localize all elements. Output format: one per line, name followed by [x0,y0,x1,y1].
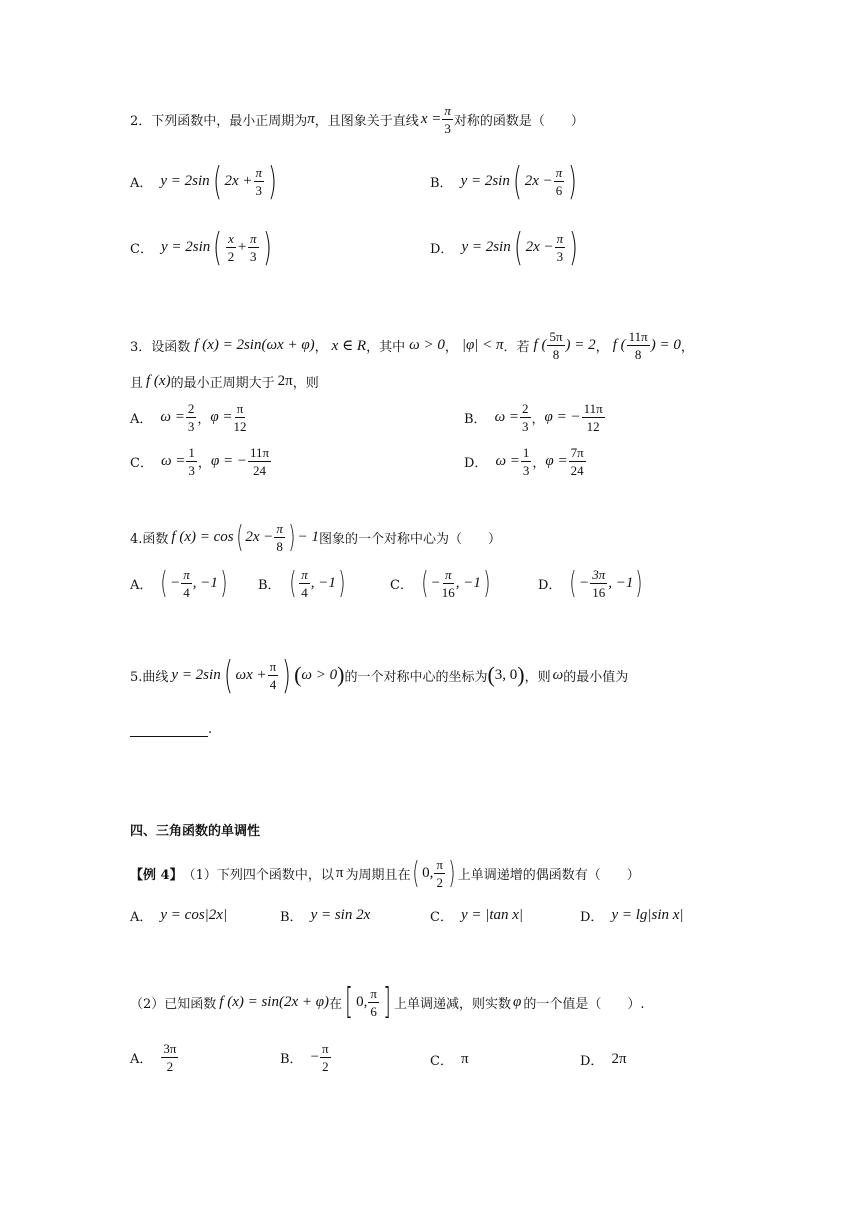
ex4-p2-option-a[interactable]: A． $\frac{3\pi}{2}$ [130,1041,177,1074]
q2-stem-c: 对称的函数是（ ） [453,114,584,129]
q2-x-eq: x = [420,111,442,127]
q4-option-d[interactable]: D． ( − $\frac{3\pi}{16}$ , −1 ) [538,565,643,601]
ex4-p1-option-a[interactable]: A． y = cos|2x| [130,907,228,925]
ex4-p1-option-c[interactable]: C． y = |tan x| [430,907,524,925]
q5-stem: 5.曲线 y = 2sin ( ωx + $\frac{\pi}{4}$ ) ( ω > 0 ) 的一个对称中心的坐标为 ( 3, 0 ) ，则 ω 的最小值为 [130,653,629,697]
q3-function: f (x) = 2sin(ωx + φ) [194,337,315,353]
q5-answer-blank[interactable]: . [130,722,212,737]
q4-option-a[interactable]: A． ( − $\frac{\pi}{4}$ , −1 ) [130,565,228,601]
q3-stem-line1: 3．设函数 f (x) = 2sin(ωx + φ) ， x ∈ R ，其中 ω > 0 ， |φ| < π ．若 f ( $\frac{5\pi}{8}$ ) = 2 ， f ( $\frac{11\pi}{8}$ ) = 0 ， [130,329,694,362]
q3-option-b[interactable]: B． ω = $\frac{2}{3}$ ， φ = − $\frac{11\pi}{12}$ [464,401,603,434]
q3-option-d[interactable]: D． ω = $\frac{1}{3}$ ， φ = $\frac{7\pi}{24}$ [464,445,584,478]
q2-option-d[interactable]: D． y = 2sin ( 2x − $\frac{\pi}{3}$ ) [430,225,578,269]
q2-stem [130,104,584,135]
q2-stem-b: ，且图象关于直线 [314,114,419,129]
ex4-p2-option-b[interactable]: B． − $\frac{\pi}{2}$ [280,1041,329,1074]
ex4-p2-option-c[interactable]: C． π [430,1051,469,1069]
q2-option-b[interactable]: B． y = 2sin ( 2x − $\frac{\pi}{6}$ ) [430,159,578,203]
q3-option-a[interactable]: A． ω = $\frac{2}{3}$ ， φ = $\frac{\pi}{12}$ [130,401,247,434]
q4-option-b[interactable]: B． ( $\frac{\pi}{4}$ , −1 ) [258,565,346,601]
ex4-p1-option-d[interactable]: D． y = lg|sin x| [580,907,684,925]
q2-frac: $\frac{\pi}{3}$ [444,103,451,136]
q2-pi: π [307,111,315,127]
q3-stem-line2: 且 f (x) 的最小正周期大于 2π ，则 [130,373,319,391]
ex4-p2-stem: （2）已知函数 f (x) = sin(2x + φ) 在 [ 0, $\frac{\pi}{6}$ ] 上单调递减，则实数 φ 的一个值是（ ）. [130,981,645,1022]
q4-stem: 4.函数 f (x) = cos ( 2x − $\frac{\pi}{8}$ ) − 1 图象的一个对称中心为（ ） [130,519,501,555]
ex4-p1-stem: 【例 4】 （1）下列四个函数中，以 π 为周期且在 ( 0, $\frac{\pi}{2}$ ) 上单调递增的偶函数有（ ） [130,855,640,891]
q2-option-c[interactable]: C． y = 2sin ( $\frac{x}{2}$ + $\frac{\pi}{3}$ ) [130,225,272,269]
ex4-p1-option-b[interactable]: B． y = sin 2x [280,907,371,925]
q2-option-a[interactable]: A． y = 2sin ( 2x + $\frac{\pi}{3}$ ) [130,159,277,203]
q3-option-c[interactable]: C． ω = $\frac{1}{3}$ ， φ = − $\frac{11\pi}{24}$ [130,445,270,478]
q4-option-c[interactable]: C． ( − $\frac{\pi}{16}$ , −1 ) [390,565,491,601]
ex4-p2-option-d[interactable]: D． 2π [580,1051,627,1069]
answer-underline[interactable] [130,722,208,737]
q2-stem-a: 2．下列函数中，最小正周期为 [130,114,308,129]
ex4-tag: 【例 4】 [130,868,183,883]
section-title: 四、三角函数的单调性 [130,824,261,839]
